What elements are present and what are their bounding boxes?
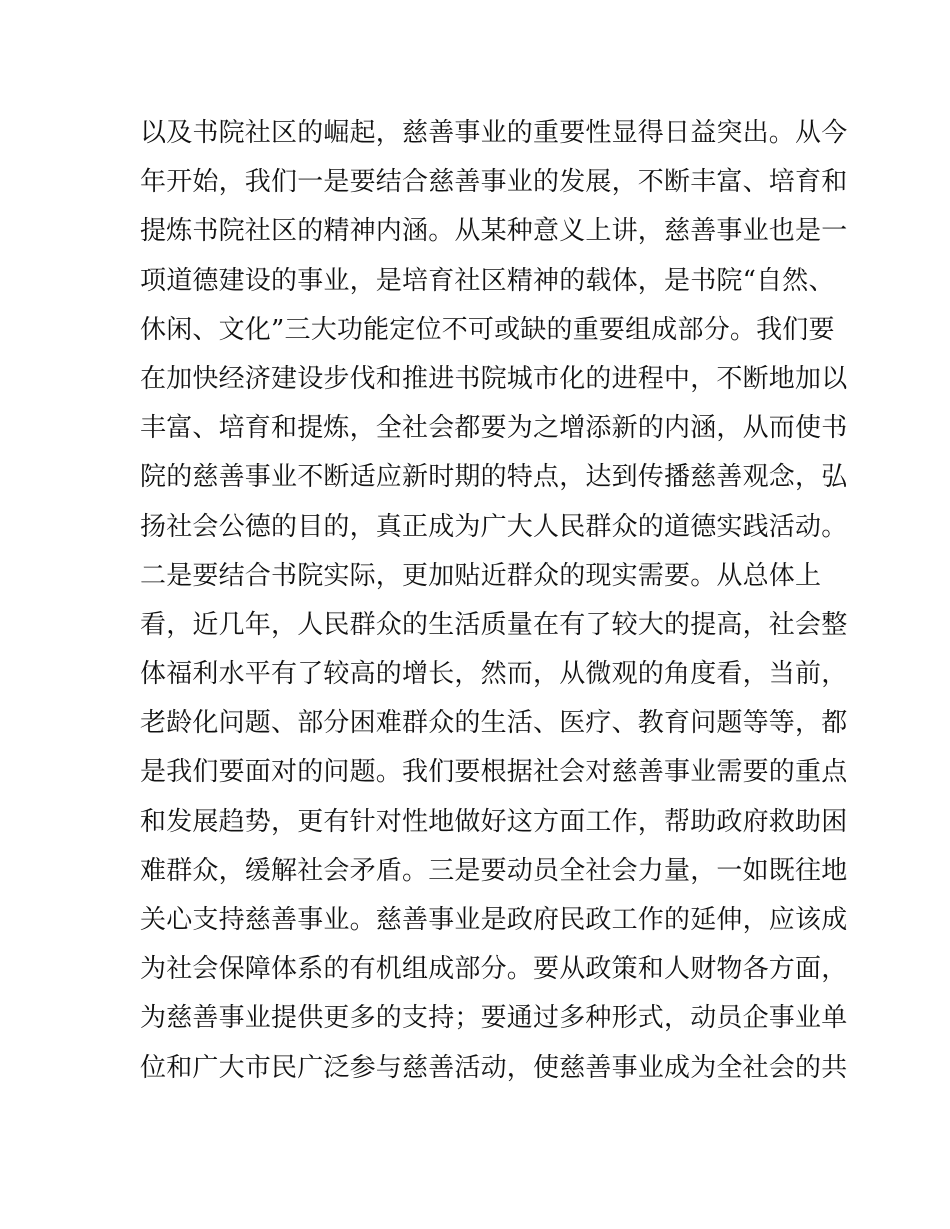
text-line: 以及书院社区的崛起，慈善事业的重要性显得日益突出。从今 (140, 118, 848, 148)
text-line: 项道德建设的事业，是培育社区精神的载体，是书院“自然、 (140, 265, 835, 296)
text-line: 看，近几年，人民群众的生活质量在有了较大的提高，社会整 (140, 609, 848, 640)
text-line: 和发展趋势，更有针对性地做好这方面工作，帮助政府救助困 (140, 806, 848, 837)
text-line: 是我们要面对的问题。我们要根据社会对慈善事业需要的重点 (140, 757, 848, 788)
text-line: 在加快经济建设步伐和推进书院城市化的进程中，不断地加以 (140, 363, 848, 394)
text-line: 位和广大市民广泛参与慈善活动，使慈善事业成为全社会的共 (140, 1052, 848, 1083)
text-line: 扬社会公德的目的，真正成为广大人民群众的道德实践活动。 (140, 511, 848, 542)
text-line: 年开始，我们一是要结合慈善事业的发展，不断丰富、培育和 (140, 167, 848, 198)
text-line: 为慈善事业提供更多的支持；要通过多种形式，动员企事业单 (140, 1003, 848, 1034)
text-line: 为社会保障体系的有机组成部分。要从政策和人财物各方面， (140, 954, 848, 985)
text-line: 关心支持慈善事业。慈善事业是政府民政工作的延伸，应该成 (140, 905, 848, 935)
text-line: 休闲、文化”三大功能定位不可或缺的重要组成部分。我们要 (140, 314, 835, 345)
text-line: 老龄化问题、部分困难群众的生活、医疗、教育问题等等，都 (140, 708, 848, 739)
text-line: 二是要结合书院实际，更加贴近群众的现实需要。从总体上 (140, 560, 822, 591)
text-line: 难群众，缓解社会矛盾。三是要动员全社会力量，一如既往地 (140, 855, 848, 886)
text-line: 院的慈善事业不断适应新时期的特点，达到传播慈善观念，弘 (140, 462, 848, 493)
body-paragraph (140, 109, 848, 1093)
text-line: 体福利水平有了较高的增长，然而，从微观的角度看，当前， (140, 659, 848, 690)
text-line: 丰富、培育和提炼，全社会都要为之增添新的内涵，从而使书 (140, 413, 848, 444)
text-line: 提炼书院社区的精神内涵。从某种意义上讲，慈善事业也是一 (140, 216, 848, 247)
